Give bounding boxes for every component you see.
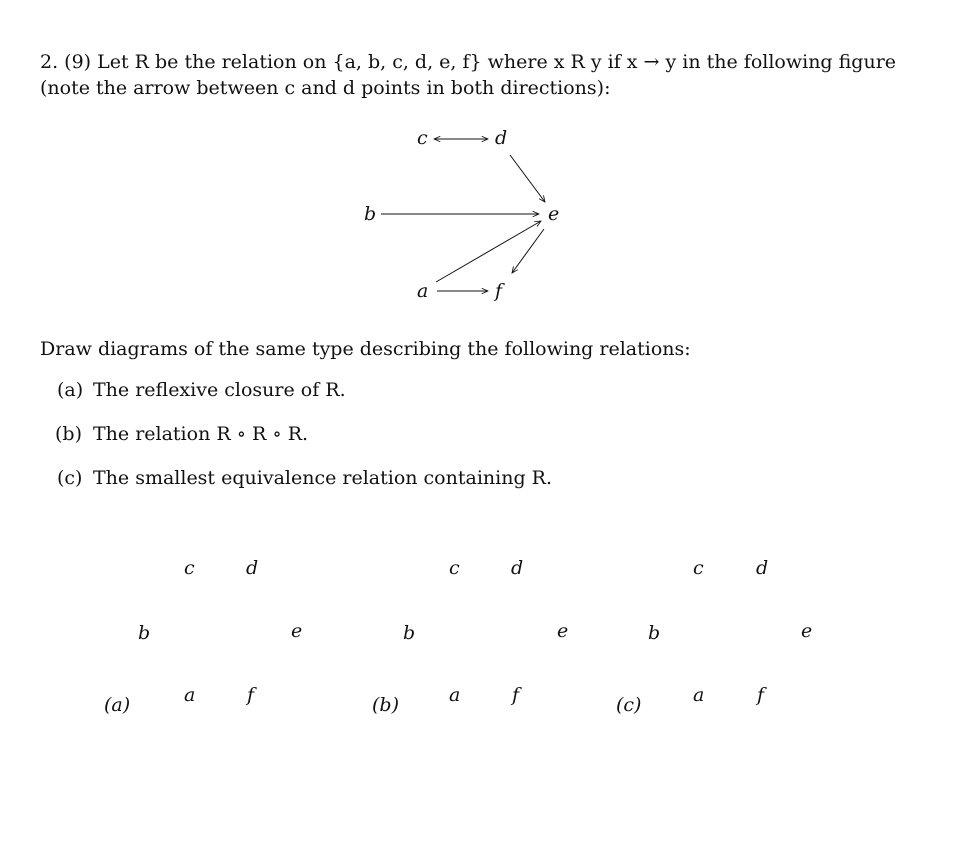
grid-b-node-c: c xyxy=(449,557,460,579)
grid-c-node-c: c xyxy=(693,557,704,579)
node-f: f xyxy=(495,280,503,302)
part-b-label: (b) xyxy=(55,423,82,445)
grid-b-node-b: b xyxy=(403,622,416,644)
grid-a-node-d: d xyxy=(246,557,259,579)
problem-line-1: 2. (9) Let R be the relation on {a, b, c, d, e, f} where x R y if x → y in the following figure xyxy=(40,51,897,73)
grid-a-node-c: c xyxy=(184,557,195,579)
part-c-text: The smallest equivalence relation containing R. xyxy=(93,467,552,489)
part-a-label: (a) xyxy=(57,379,84,401)
node-d: d xyxy=(495,127,508,149)
grid-c-node-b: b xyxy=(648,622,661,644)
grid-a-node-a: a xyxy=(184,684,196,706)
grid-b-node-a: a xyxy=(449,684,461,706)
part-b-text: The relation R ∘ R ∘ R. xyxy=(93,423,309,445)
grid-c-node-e: e xyxy=(801,620,813,642)
problem-line-2: (note the arrow between c and d points in both directions): xyxy=(40,77,611,99)
part-c-label: (c) xyxy=(57,467,83,489)
part-a-text: The reflexive closure of R. xyxy=(93,379,346,401)
grid-a-node-e: e xyxy=(291,620,303,642)
grid-c-node-f: f xyxy=(757,684,765,706)
edge-a-e xyxy=(436,221,541,282)
node-b: b xyxy=(364,203,377,225)
node-c: c xyxy=(417,127,428,149)
node-e: e xyxy=(548,203,560,225)
grid-c-label: (c) xyxy=(616,694,642,716)
grid-b-node-e: e xyxy=(557,620,569,642)
instructions: Draw diagrams of the same type describing the following relations: xyxy=(40,338,691,360)
node-a: a xyxy=(417,280,429,302)
grid-b-node-f: f xyxy=(512,684,520,706)
grid-c-node-a: a xyxy=(693,684,705,706)
grid-a-label: (a) xyxy=(104,694,131,716)
grid-b-label: (b) xyxy=(372,694,399,716)
grid-c-node-d: d xyxy=(756,557,769,579)
grid-a-node-b: b xyxy=(138,622,151,644)
edge-d-e xyxy=(510,155,545,202)
grid-b-node-d: d xyxy=(511,557,524,579)
grid-a-node-f: f xyxy=(247,684,255,706)
